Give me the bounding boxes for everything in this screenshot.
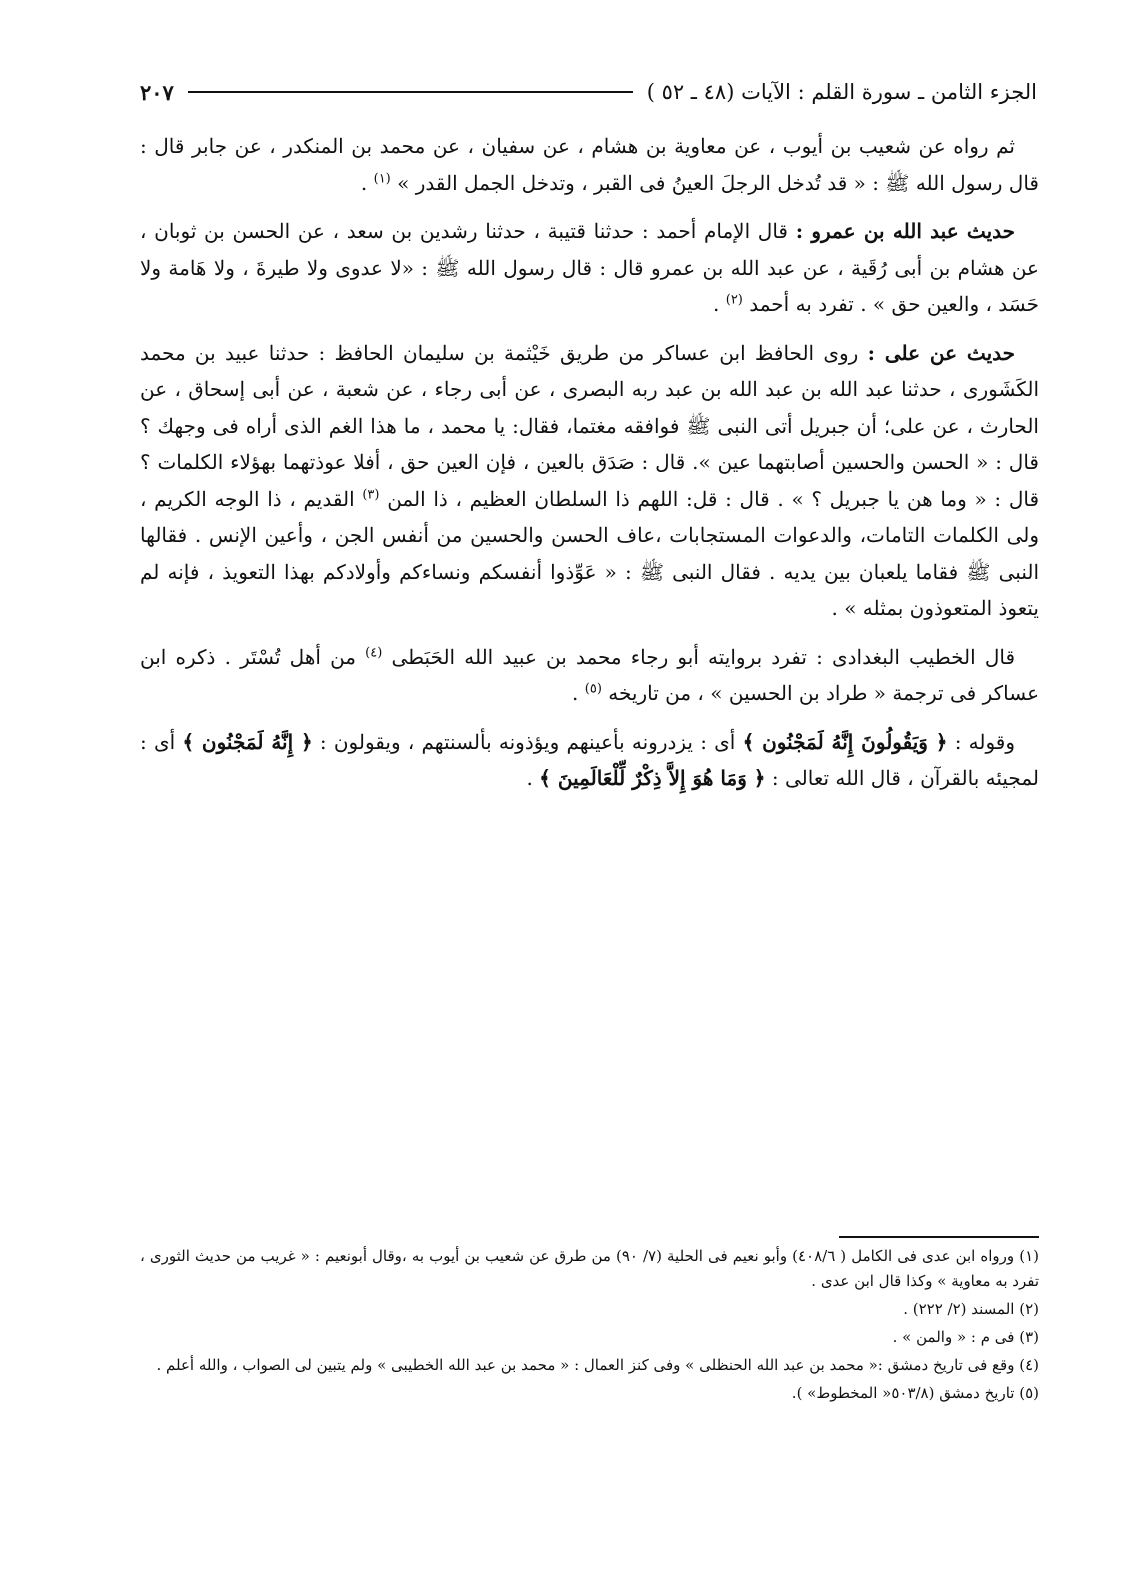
- footnote: (١) ورواه ابن عدى فى الكامل ( ٤٠٨/٦) وأبو نعيم فى الحلية (٧/ ٩٠) من طرق عن شعيب بن أيوب به ،وقال أبونعيم : « غريب من حديث الثورى ، تفرد به معاوية » وكذا قال ابن عدى .: [140, 1247, 1039, 1290]
- verse-text: وقوله :: [954, 729, 1015, 754]
- footnote-ref: (٥): [584, 681, 602, 697]
- quran-quote: ﴿ إِنَّهُ لَمَجْنُون ﴾: [182, 729, 313, 754]
- footnote-ref: (٤): [365, 644, 383, 660]
- header-title: الجزء الثامن ـ سورة القلم : الآيات (٤٨ ـ ٥٢ ): [646, 80, 1037, 104]
- section-lead: حديث عن على :: [867, 340, 1015, 365]
- paragraph: [140, 213, 1039, 323]
- paragraph-tail: .: [360, 170, 368, 195]
- verse-text: .: [526, 766, 533, 790]
- paragraph-text: قال الخطيب البغدادى : تفرد بروايته أبو رجاء محمد بن عبيد الله الحَبَطى: [391, 644, 1015, 669]
- paragraph-tail: .: [713, 292, 720, 316]
- paragraph-text: قال الإمام أحمد : حدثنا قتيبة ، حدثنا رشدين بن سعد ، عن الحسن بن ثوبان ، عن هشام بن أبى رُقَية ، عن عبد الله بن عمرو قال : قال رسول الله ﷺ : «لا عدوى ولا طيرةَ ، ولا هَامة ولا حَسَد ، والعين حق » . تفرد به أحمد: [140, 219, 1039, 316]
- footnote: (٥) تاريخ دمشق (٥٠٣/٨« المخطوط» ).: [791, 1384, 1039, 1402]
- paragraph-tail: .: [572, 681, 579, 705]
- footnote-rule: [839, 1236, 1039, 1238]
- paragraph-text: روى الحافظ ابن عساكر من طريق خَيْثمة بن سليمان الحافظ : حدثنا عبيد بن محمد الكَشَورى ، حدثنا عبد الله بن عبد الله بن عبد ربه البصرى ، عن أبى رجاء ، عن شعبة ، عن أبى إسحاق ، عن الحارث ، عن على؛ أن جبريل أتى النبى ﷺ فوافقه مغتما، فقال: يا محمد ، ما هذا الغم الذى أراه فى وجهك ؟ قال : « الحسن والحسين أصابتهما عين ». قال : صَدَق بالعين ، فإن العين حق ، أفلا عوذتهما بهؤلاء الكلمات ؟ قال : « وما هن يا جبريل ؟ » . قال : قل: اللهم ذا السلطان العظيم ، ذا المن: [140, 340, 1040, 511]
- footnote: (٣) فى م : « والمن » .: [892, 1328, 1039, 1346]
- quran-quote: ﴿ وَمَا هُوَ إِلاَّ ذِكْرٌ لِّلْعَالَمِينَ ﴾: [539, 766, 766, 790]
- footnote-ref: (٣): [362, 486, 380, 502]
- footnote-ref: (٢): [725, 292, 743, 308]
- footnote-ref: (١): [373, 170, 391, 186]
- verse-paragraph: [140, 724, 1039, 797]
- paragraph: [140, 128, 1039, 201]
- header-rule: [188, 91, 633, 93]
- running-header: [140, 72, 1037, 112]
- paragraph: [140, 639, 1039, 712]
- paragraph: [140, 335, 1039, 627]
- verse-text: أى : يزدرونه بأعينهم ويؤذونه بألسنتهم ، ويقولون :: [319, 729, 736, 754]
- quran-quote: ﴿ وَيَقُولُونَ إِنَّهُ لَمَجْنُون ﴾: [742, 729, 948, 754]
- verse-text: أى : لمجيئه بالقرآن ، قال الله تعالى :: [140, 729, 1039, 790]
- paragraph-tail: من أهل تُسْتَر . ذكره ابن عساكر فى ترجمة « طراد بن الحسين » ، من تاريخه: [140, 644, 1039, 705]
- paragraph-text: ثم رواه عن شعيب بن أيوب ، عن معاوية بن هشام ، عن سفيان ، عن محمد بن المنكدر ، عن جابر قال : قال رسول الله ﷺ : « قد تُدخل الرجلَ العينُ فى القبر ، وتدخل الجمل القدر »: [140, 134, 1039, 195]
- section-lead: حديث عبد الله بن عمرو :: [795, 219, 1015, 243]
- paragraph-tail: القديم ، ذا الوجه الكريم ، ولى الكلمات التامات، والدعوات المستجابات ،عاف الحسن والحسين من أنفس الجن ، وأعين الإنس . فقالها النبى ﷺ فقاما يلعبان بين يديه . فقال النبى ﷺ : « عَوِّذوا أنفسكم ونساءكم وأولادكم بهذا التعويذ ، فإنه لم يتعوذ المتعوذون بمثله » .: [140, 486, 1040, 620]
- main-text: [140, 128, 1039, 809]
- footnote: (٤) وقع فى تاريخ دمشق :« محمد بن عبد الله الحنظلى » وفى كنز العمال : « محمد بن عبد الله الخطيبى » ولم يتبين لى الصواب ، والله أعلم .: [156, 1356, 1039, 1374]
- footnotes: [140, 1244, 1039, 1409]
- footnote: (٢) المسند (٢/ ٢٢٢) .: [903, 1300, 1039, 1318]
- page-number: ٢٠٧: [140, 79, 174, 105]
